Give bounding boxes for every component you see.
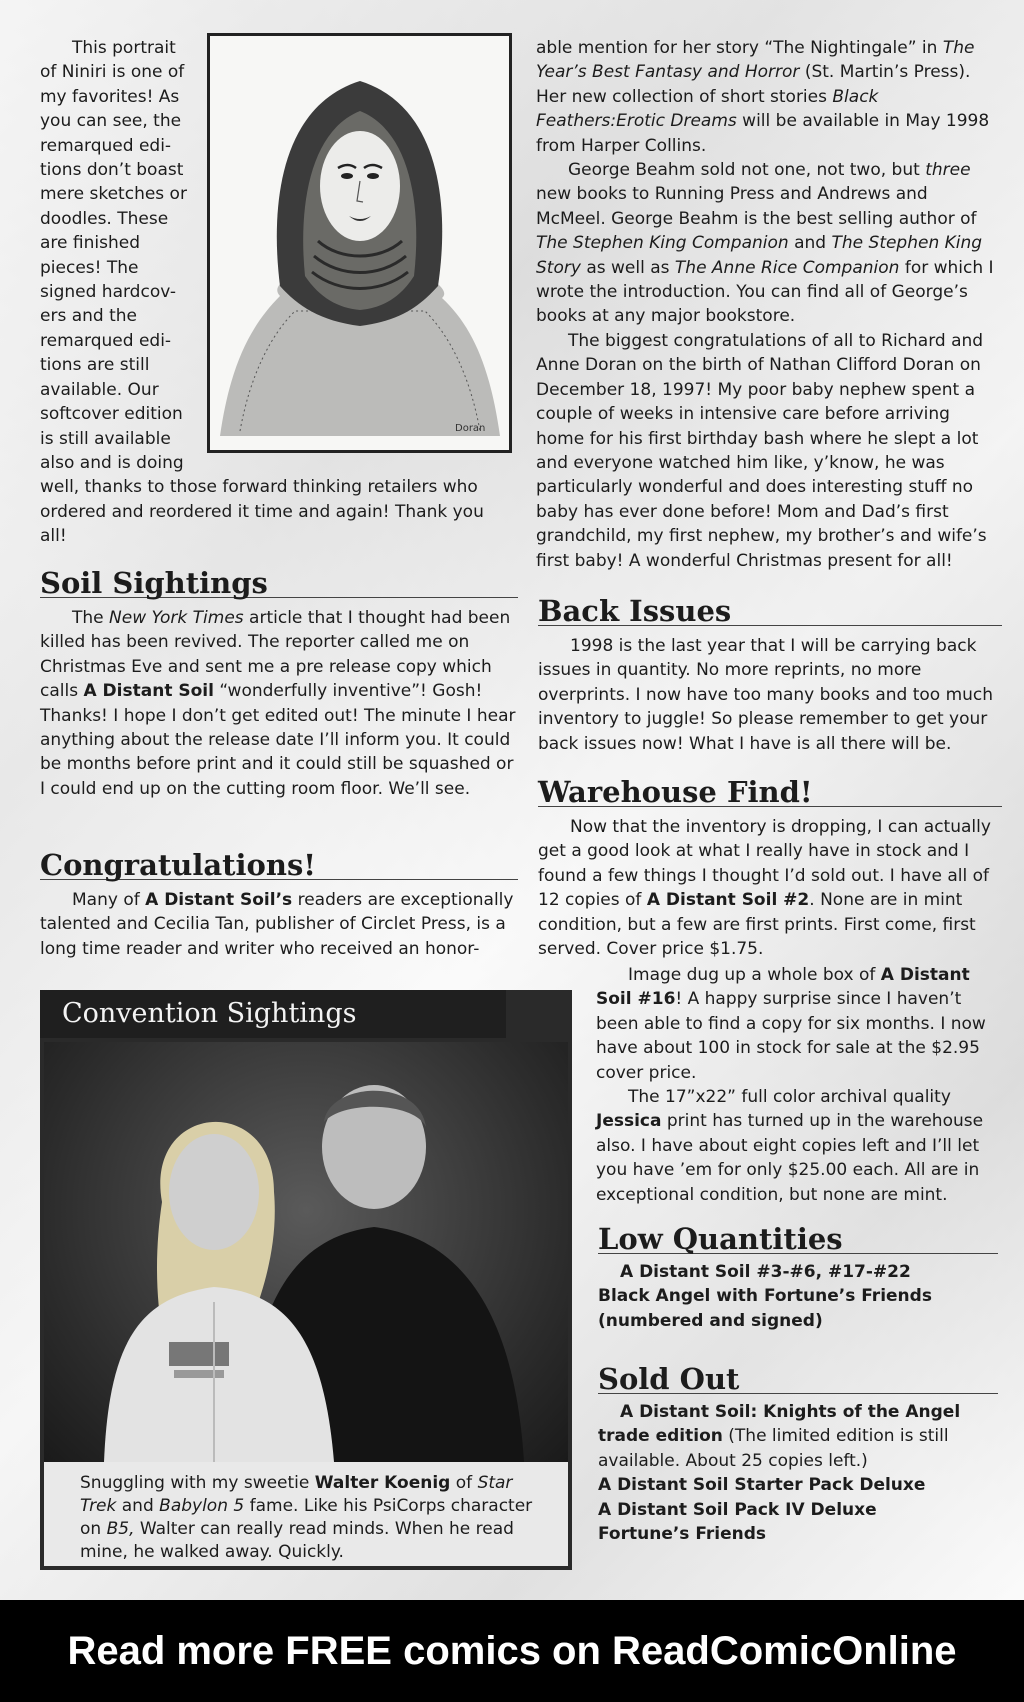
- intro-line: you can see, the: [40, 111, 182, 132]
- congratulations-section: [40, 848, 518, 961]
- beahm-text: George Beahm sold not one, not two, but three new books to Running Press and Andrews and McMeel. George Beahm is the best selling author of The Stephen King Companion and The Stephen King Story as well as The Anne Rice Companion for which I wrote the introduction. You can find all of George’s books at any major bookstore.: [536, 160, 994, 327]
- soil-sightings-text: The New York Times article that I thought had been killed has been revived. The reporter called me on Christmas Eve and sent me a pre release copy which calls A Distant Soil “wonderfully inventive”! Gosh! Thanks! I hope I don’t get edited out! The minute I hear anything about the release date I’ll inform you. It could be months before print and it could still be squashed or I could end up on the cutting room floor. We’ll see.: [40, 608, 516, 799]
- portrait-illustration: [210, 36, 509, 450]
- intro-tail: well, thanks to those forward thinking retailers who ordered and reordered it time and again! Thank you all!: [40, 477, 484, 547]
- congratulations-text: Many of A Distant Soil’s readers are exceptionally talented and Cecilia Tan, publisher of Circlet Press, is a long time reader and writer who received an honor-: [40, 890, 514, 959]
- sold-out-section: [598, 1362, 998, 1546]
- intro-line: is still available: [40, 428, 171, 449]
- footer-banner[interactable]: Read more FREE comics on ReadComicOnline: [0, 1600, 1024, 1702]
- convention-sightings-title: Convention Sightings: [40, 990, 506, 1038]
- intro-line: pieces! The: [40, 257, 139, 278]
- warehouse-text-2: Image dug up a whole box of A Distant Soil #16! A happy surprise since I haven’t been able to find a copy for six months. I now have about 100 in stock for sale at the $2.95 cover price.: [596, 965, 986, 1083]
- convention-photo-illustration: [44, 1042, 568, 1462]
- intro-line: also and is doing: [40, 452, 184, 473]
- sold-out-heading: Sold Out: [598, 1362, 998, 1398]
- intro-line: ers and the: [40, 306, 137, 327]
- svg-text:Doran: Doran: [455, 423, 486, 434]
- back-issues-text: 1998 is the last year that I will be carrying back issues in quantity. No more reprints, no more overprints. I now have too many books and too much inventory to juggle! So please remember to get your back issues now! What I have is all there will be.: [538, 636, 994, 754]
- intro-line: remarqued edi-: [40, 330, 172, 351]
- sold-out-item-1: A Distant Soil: Knights of the Angel trade edition (The limited edition is still available. About 25 copies left.): [598, 1402, 961, 1471]
- intro-line: mere sketches or: [40, 184, 187, 205]
- sold-out-item-2: A Distant Soil Starter Pack Deluxe: [598, 1475, 926, 1496]
- warehouse-text-1: Now that the inventory is dropping, I can actually get a good look at what I really have in stock and I found a few things I thought I’d sold out. I have all of 12 copies of A Distant Soil #2. None are in mint condition, but a few are first prints. First come, first served. Cover price $1.75.: [538, 817, 991, 960]
- doran-birth-text: The biggest congratulations of all to Richard and Anne Doran on the birth of Nathan Clifford Doran on December 18, 1997! My poor baby nephew spent a couple of weeks in intensive care before arriving home for his first birthday bash where he slept a lot and everyone watched him like, y’know, he was particularly wonderful and does interesting stuff no baby has ever done before! Mom and Dad’s first grandchild, my first nephew, my brother’s and wife’s first baby! A wonderful Christmas present for all!: [536, 330, 987, 571]
- convention-caption: Snuggling with my sweetie Walter Koenig of Star Trek and Babylon 5 fame. Like his PsiCorps character on B5, Walter can really read minds. When he read mine, he walked away. Quickly.: [44, 1462, 568, 1566]
- intro-line: softcover edition: [40, 404, 183, 425]
- intro-line: of Niniri is one of: [40, 62, 185, 83]
- intro-line: doodles. These: [40, 208, 169, 229]
- back-issues-section: [538, 594, 1002, 756]
- intro-line: tions don’t boast: [40, 160, 184, 181]
- right-column-top: [536, 36, 1002, 573]
- intro-wrapped-text: [40, 36, 200, 475]
- warehouse-heading: Warehouse Find!: [538, 775, 1002, 811]
- soil-sightings-heading: Soil Sightings: [40, 566, 518, 602]
- intro-line: signed hardcov-: [40, 282, 176, 303]
- sold-out-item-4: Fortune’s Friends: [598, 1524, 766, 1545]
- back-issues-heading: Back Issues: [538, 594, 1002, 630]
- convention-photo: [44, 1042, 568, 1462]
- intro-line: are finished: [40, 233, 140, 254]
- intro-line: my favorites! As: [40, 86, 180, 107]
- soil-sightings-section: [40, 566, 518, 801]
- sold-out-item-3: A Distant Soil Pack IV Deluxe: [598, 1499, 877, 1520]
- intro-line: available. Our: [40, 379, 159, 400]
- niniri-portrait: [207, 33, 512, 453]
- intro-line: remarqued edi-: [40, 135, 172, 156]
- low-quantities-section: [598, 1222, 998, 1333]
- low-quantities-item-1: A Distant Soil #3-#6, #17-#22: [620, 1262, 911, 1282]
- low-quantities-item-2: Black Angel with Fortune’s Friends (numbered and signed): [598, 1286, 932, 1331]
- intro-line: This portrait: [72, 38, 176, 58]
- low-quantities-heading: Low Quantities: [598, 1222, 998, 1258]
- tan-mention-text: able mention for her story “The Nightingale” in The Year’s Best Fantasy and Horror (St. Martin’s Press). Her new collection of short stories Black Feathers:Erotic Dreams will be available in May 1998 from Harper Collins.: [536, 38, 990, 156]
- intro-line: tions are still: [40, 355, 150, 376]
- warehouse-continued: [596, 963, 1002, 1207]
- warehouse-text-3: The 17”x22” full color archival quality Jessica print has turned up in the warehouse also. I have about eight copies left and I’ll let you have ’em for only $25.00 each. All are in exceptional condition, but none are mint.: [596, 1087, 984, 1205]
- warehouse-section: [538, 775, 1002, 961]
- congratulations-heading: Congratulations!: [40, 848, 518, 884]
